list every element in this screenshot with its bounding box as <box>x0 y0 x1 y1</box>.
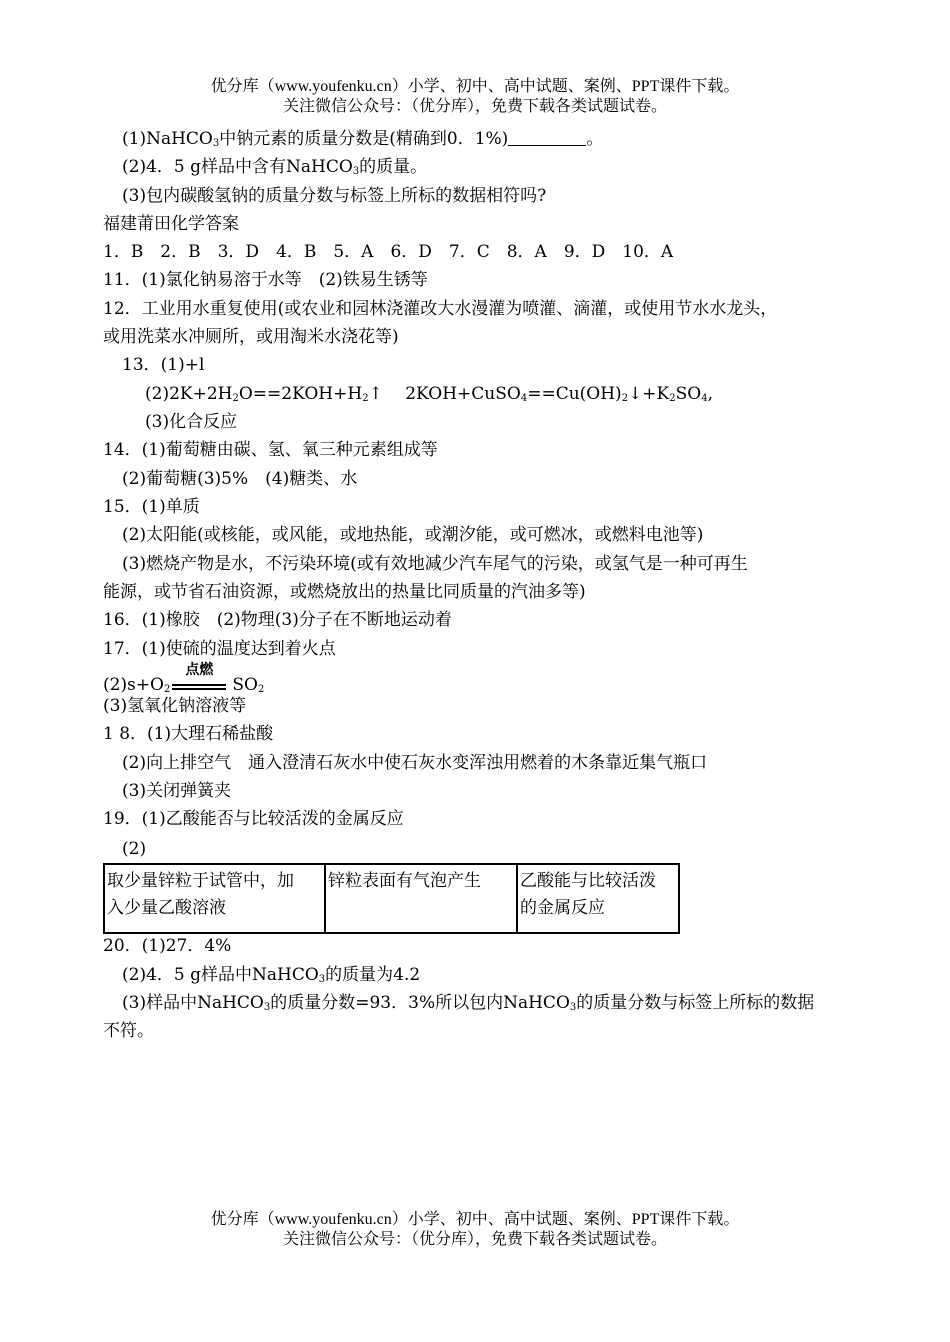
answer-20-4: 不符。 <box>103 1021 154 1041</box>
question-3: (3)包内碳酸氢钠的质量分数与标签上所标的数据相符吗? <box>122 186 547 206</box>
answer-1-10: 1．B 2．B 3．D 4．B 5．A 6．D 7．C 8．A 9．D 10．A <box>103 242 674 262</box>
answer-13-2: $(2)2K+2H_2O==2KOH+H_2↑$ $2KOH+CuSO_4==Cu(OH)_2↓+K_2SO_4$, <box>145 384 714 404</box>
answer-20-2: (2)4．5 g样品中NaHCO$_3$的质量为4.2 <box>122 965 421 985</box>
answer-18-2: (2)向上排空气 通入澄清石灰水中使石灰水变浑浊用燃着的木条靠近集气瓶口 <box>122 753 708 773</box>
answer-17-1: 17．(1)使硫的温度达到着火点 <box>103 639 336 659</box>
table-cell-phenomenon: 锌粒表面有气泡产生 <box>325 864 517 933</box>
answer-13-1: 13．(1)+l <box>122 355 205 375</box>
answer-12-line-1: 12．工业用水重复使用(或农业和园林浇灌改大水漫灌为喷灌、滴灌，或使用节水水龙头， <box>103 299 778 319</box>
table-cell-procedure: 取少量锌粒于试管中，加 入少量乙酸溶液 <box>104 864 325 933</box>
header-line-1: 优分库（www.youfenku.cn）小学、初中、高中试题、案例、PPT课件下载。 <box>210 78 740 95</box>
answer-19-2: (2) <box>122 839 147 859</box>
answer-15-3: (3)燃烧产物是水，不污染环境(或有效地减少汽车尾气的污染，或氢气是一种可再生 <box>122 554 748 574</box>
reaction-condition-sign <box>172 662 226 694</box>
answer-17-3: (3)氢氧化钠溶液等 <box>103 696 247 716</box>
answer-19-table <box>103 863 680 934</box>
answer-20-1: 20．(1)27．4% <box>103 936 232 956</box>
footer-line-1: 优分库（www.youfenku.cn）小学、初中、高中试题、案例、PPT课件下载。 <box>210 1211 740 1228</box>
answer-19-1: 19．(1)乙酸能否与比较活泼的金属反应 <box>103 809 404 829</box>
header-line-2: 关注微信公众号：（优分库），免费下载各类试题试卷。 <box>282 98 667 115</box>
question-1: (1)NaHCO$_3$中钠元素的质量分数是(精确到0．1%) 。 <box>122 129 604 149</box>
answers-title: 福建莆田化学答案 <box>103 214 239 234</box>
answer-11: 11．(1)氯化钠易溶于水等 (2)铁易生锈等 <box>103 270 428 290</box>
table-cell-conclusion: 乙酸能与比较活泼 的金属反应 <box>517 864 679 933</box>
answer-18-1: 1 8．(1)大理石稀盐酸 <box>103 724 274 744</box>
answer-14-1: 14．(1)葡萄糖由碳、氢、氧三种元素组成等 <box>103 440 438 460</box>
answer-15-4: 能源，或节省石油资源，或燃烧放出的热量比同质量的汽油多等) <box>103 582 586 602</box>
answer-20-3: (3)样品中NaHCO$_3$的质量分数=93．3%所以包内NaHCO$_3$的质量分数与标签上所标的数据 <box>122 993 815 1013</box>
answer-17-2: $(2)s+O_2$ 点燃 $SO_2$ <box>103 672 264 696</box>
answer-13-3: (3)化合反应 <box>145 412 238 432</box>
answer-15-2: (2)太阳能(或核能，或风能，或地热能，或潮汐能，或可燃冰，或燃料电池等) <box>122 525 704 545</box>
table-row <box>104 864 679 933</box>
answer-18-3: (3)关闭弹簧夹 <box>122 781 232 801</box>
answer-blank <box>508 130 586 146</box>
reaction-condition-label: 点燃 <box>185 662 214 678</box>
question-2: (2)4．5 g样品中含有NaHCO$_3$的质量。 <box>122 157 428 177</box>
answer-16: 16．(1)橡胶 (2)物理(3)分子在不断地运动着 <box>103 610 452 630</box>
answer-15-1: 15．(1)单质 <box>103 497 200 517</box>
answer-14-2: (2)葡萄糖(3)5% (4)糖类、水 <box>122 469 358 489</box>
footer-line-2: 关注微信公众号：（优分库），免费下载各类试题试卷。 <box>282 1231 667 1248</box>
answer-12-line-2: 或用洗菜水冲厕所，或用淘米水浇花等) <box>103 327 399 347</box>
